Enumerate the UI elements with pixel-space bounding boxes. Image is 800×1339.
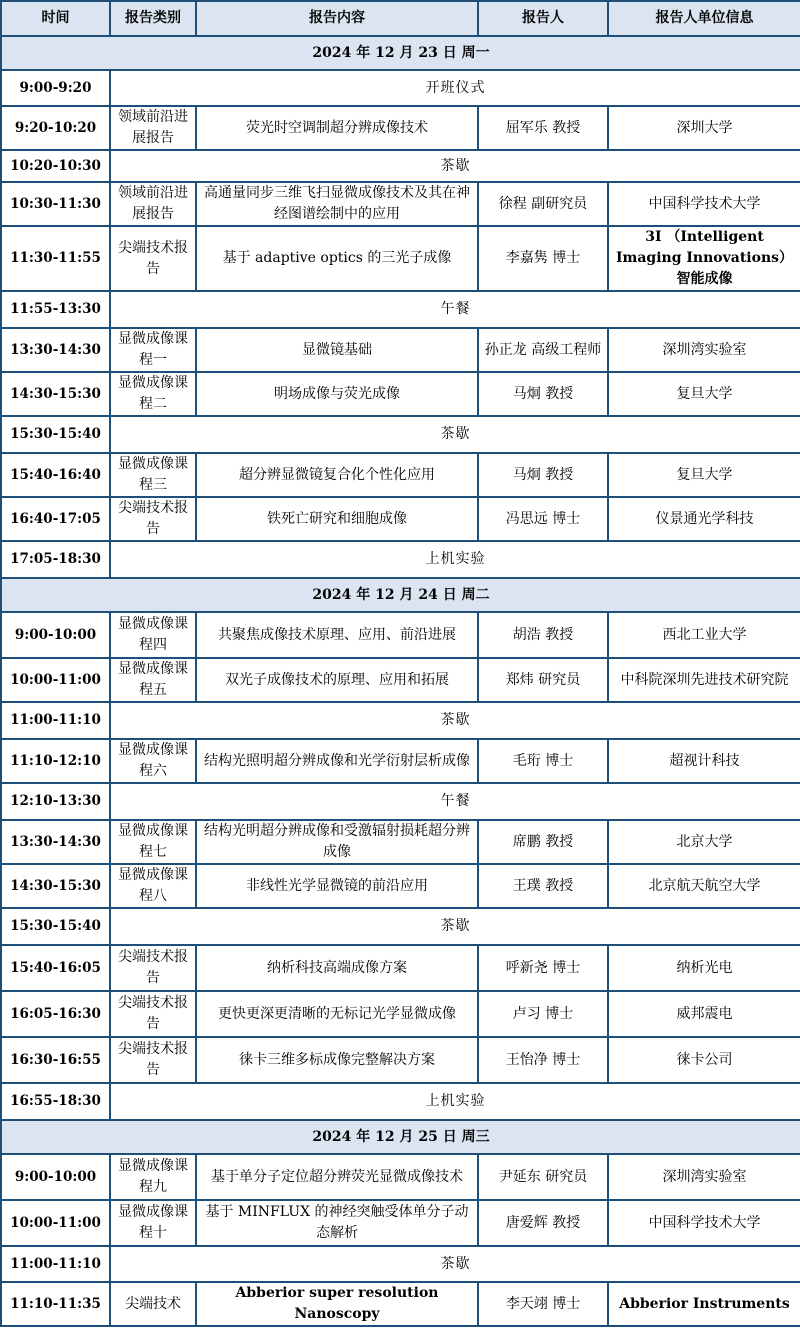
content-cell: 基于单分子定位超分辨荧光显微成像技术 (196, 1154, 478, 1200)
content-cell: 共聚焦成像技术原理、应用、前沿进展 (196, 612, 478, 658)
content-cell: 明场成像与荧光成像 (196, 372, 478, 416)
content-cell: 超分辨显微镜复合化个性化应用 (196, 453, 478, 497)
break-cell: 茶歇 (110, 1246, 800, 1282)
session-row (1, 612, 800, 658)
category-cell: 尖端技术报告 (110, 226, 196, 291)
time-cell: 10:00-11:00 (1, 1200, 110, 1246)
content-cell: 纳析科技高端成像方案 (196, 945, 478, 991)
content-cell: Abberior super resolution Nanoscopy (196, 1282, 478, 1326)
break-cell: 茶歇 (110, 702, 800, 739)
time-cell: 13:30-14:30 (1, 328, 110, 372)
org-cell: 仪景通光学科技 (608, 497, 800, 541)
break-cell: 上机实验 (110, 1083, 800, 1120)
content-cell: 更快更深更清晰的无标记光学显微成像 (196, 991, 478, 1037)
category-cell: 显微成像课程一 (110, 328, 196, 372)
day-title: 2024 年 12 月 25 日 周三 (1, 1120, 800, 1154)
category-cell: 尖端技术报告 (110, 945, 196, 991)
time-cell: 11:30-11:55 (1, 226, 110, 291)
session-row (1, 991, 800, 1037)
session-row (1, 864, 800, 908)
category-cell: 显微成像课程三 (110, 453, 196, 497)
org-cell: 深圳大学 (608, 106, 800, 150)
time-cell: 15:40-16:05 (1, 945, 110, 991)
session-row (1, 658, 800, 702)
break-row (1, 908, 800, 945)
category-cell: 尖端技术 (110, 1282, 196, 1326)
category-cell: 尖端技术报告 (110, 497, 196, 541)
speaker-cell: 尹延东 研究员 (478, 1154, 608, 1200)
day-title: 2024 年 12 月 24 日 周二 (1, 578, 800, 612)
category-cell: 显微成像课程六 (110, 739, 196, 783)
org-cell: 北京航天航空大学 (608, 864, 800, 908)
content-cell: 双光子成像技术的原理、应用和拓展 (196, 658, 478, 702)
org-cell: 徕卡公司 (608, 1037, 800, 1083)
time-cell: 16:05-16:30 (1, 991, 110, 1037)
time-cell: 13:30-14:30 (1, 820, 110, 864)
speaker-cell: 马炯 教授 (478, 372, 608, 416)
org-cell: 中国科学技术大学 (608, 1200, 800, 1246)
day-header-row (1, 1120, 800, 1154)
break-cell: 茶歇 (110, 416, 800, 453)
break-row (1, 416, 800, 453)
content-cell: 显微镜基础 (196, 328, 478, 372)
break-row (1, 291, 800, 328)
break-row (1, 1083, 800, 1120)
org-cell: 深圳湾实验室 (608, 328, 800, 372)
header-row (1, 1, 800, 36)
speaker-cell: 王怡净 博士 (478, 1037, 608, 1083)
content-cell: 结构光明超分辨成像和受激辐射损耗超分辨成像 (196, 820, 478, 864)
break-row (1, 702, 800, 739)
break-row (1, 70, 800, 106)
session-row (1, 182, 800, 226)
time-cell: 11:10-12:10 (1, 739, 110, 783)
org-cell: 纳析光电 (608, 945, 800, 991)
speaker-cell: 郑炜 研究员 (478, 658, 608, 702)
content-cell: 荧光时空调制超分辨成像技术 (196, 106, 478, 150)
category-cell: 显微成像课程二 (110, 372, 196, 416)
time-cell: 11:00-11:10 (1, 702, 110, 739)
category-cell: 领域前沿进展报告 (110, 182, 196, 226)
time-cell: 17:05-18:30 (1, 541, 110, 578)
content-cell: 非线性光学显微镜的前沿应用 (196, 864, 478, 908)
day-header-row (1, 578, 800, 612)
speaker-cell: 呼新尧 博士 (478, 945, 608, 991)
org-cell: 深圳湾实验室 (608, 1154, 800, 1200)
break-cell: 午餐 (110, 291, 800, 328)
break-cell: 午餐 (110, 783, 800, 820)
session-row (1, 739, 800, 783)
category-cell: 显微成像课程九 (110, 1154, 196, 1200)
speaker-cell: 屈军乐 教授 (478, 106, 608, 150)
day-title: 2024 年 12 月 23 日 周一 (1, 36, 800, 70)
break-cell: 茶歇 (110, 908, 800, 945)
category-cell: 领域前沿进展报告 (110, 106, 196, 150)
break-row (1, 1246, 800, 1282)
speaker-cell: 李天翊 博士 (478, 1282, 608, 1326)
org-cell: 超视计科技 (608, 739, 800, 783)
header-category: 报告类别 (110, 1, 196, 36)
time-cell: 9:00-10:00 (1, 1154, 110, 1200)
break-row (1, 150, 800, 182)
category-cell: 尖端技术报告 (110, 991, 196, 1037)
time-cell: 10:00-11:00 (1, 658, 110, 702)
category-cell: 显微成像课程十 (110, 1200, 196, 1246)
session-row (1, 1154, 800, 1200)
break-cell: 上机实验 (110, 541, 800, 578)
time-cell: 16:40-17:05 (1, 497, 110, 541)
session-row (1, 226, 800, 291)
content-cell: 徕卡三维多标成像完整解决方案 (196, 1037, 478, 1083)
session-row (1, 497, 800, 541)
speaker-cell: 王璞 教授 (478, 864, 608, 908)
time-cell: 15:40-16:40 (1, 453, 110, 497)
time-cell: 9:20-10:20 (1, 106, 110, 150)
category-cell: 尖端技术报告 (110, 1037, 196, 1083)
speaker-cell: 李嘉隽 博士 (478, 226, 608, 291)
break-row (1, 541, 800, 578)
org-cell: 中国科学技术大学 (608, 182, 800, 226)
speaker-cell: 冯思远 博士 (478, 497, 608, 541)
time-cell: 16:55-18:30 (1, 1083, 110, 1120)
time-cell: 15:30-15:40 (1, 416, 110, 453)
speaker-cell: 马炯 教授 (478, 453, 608, 497)
content-cell: 基于 adaptive optics 的三光子成像 (196, 226, 478, 291)
header-time: 时间 (1, 1, 110, 36)
time-cell: 11:55-13:30 (1, 291, 110, 328)
content-cell: 结构光照明超分辨成像和光学衍射层析成像 (196, 739, 478, 783)
session-row (1, 1282, 800, 1326)
speaker-cell: 徐程 副研究员 (478, 182, 608, 226)
speaker-cell: 唐爱辉 教授 (478, 1200, 608, 1246)
org-cell: 3I （Intelligent Imaging Innovations）智能成像 (608, 226, 800, 291)
time-cell: 11:00-11:10 (1, 1246, 110, 1282)
org-cell: 威邦震电 (608, 991, 800, 1037)
day-header-row (1, 36, 800, 70)
org-cell: 北京大学 (608, 820, 800, 864)
org-cell: 复旦大学 (608, 372, 800, 416)
break-cell: 茶歇 (110, 150, 800, 182)
time-cell: 12:10-13:30 (1, 783, 110, 820)
speaker-cell: 卢习 博士 (478, 991, 608, 1037)
header-org: 报告人单位信息 (608, 1, 800, 36)
header-content: 报告内容 (196, 1, 478, 36)
session-row (1, 820, 800, 864)
org-cell: 西北工业大学 (608, 612, 800, 658)
break-row (1, 783, 800, 820)
time-cell: 16:30-16:55 (1, 1037, 110, 1083)
time-cell: 15:30-15:40 (1, 908, 110, 945)
header-speaker: 报告人 (478, 1, 608, 36)
session-row (1, 1037, 800, 1083)
speaker-cell: 胡浩 教授 (478, 612, 608, 658)
time-cell: 10:30-11:30 (1, 182, 110, 226)
time-cell: 14:30-15:30 (1, 372, 110, 416)
category-cell: 显微成像课程七 (110, 820, 196, 864)
session-row (1, 372, 800, 416)
time-cell: 10:20-10:30 (1, 150, 110, 182)
org-cell: 复旦大学 (608, 453, 800, 497)
category-cell: 显微成像课程八 (110, 864, 196, 908)
session-row (1, 328, 800, 372)
content-cell: 铁死亡研究和细胞成像 (196, 497, 478, 541)
time-cell: 11:10-11:35 (1, 1282, 110, 1326)
speaker-cell: 孙正龙 高级工程师 (478, 328, 608, 372)
content-cell: 基于 MINFLUX 的神经突触受体单分子动态解析 (196, 1200, 478, 1246)
speaker-cell: 席鹏 教授 (478, 820, 608, 864)
speaker-cell: 毛珩 博士 (478, 739, 608, 783)
category-cell: 显微成像课程五 (110, 658, 196, 702)
session-row (1, 945, 800, 991)
session-row (1, 106, 800, 150)
time-cell: 14:30-15:30 (1, 864, 110, 908)
break-cell: 开班仪式 (110, 70, 800, 106)
session-row (1, 453, 800, 497)
category-cell: 显微成像课程四 (110, 612, 196, 658)
org-cell: Abberior Instruments (608, 1282, 800, 1326)
content-cell: 高通量同步三维飞扫显微成像技术及其在神经图谱绘制中的应用 (196, 182, 478, 226)
session-row (1, 1200, 800, 1246)
org-cell: 中科院深圳先进技术研究院 (608, 658, 800, 702)
time-cell: 9:00-10:00 (1, 612, 110, 658)
time-cell: 9:00-9:20 (1, 70, 110, 106)
